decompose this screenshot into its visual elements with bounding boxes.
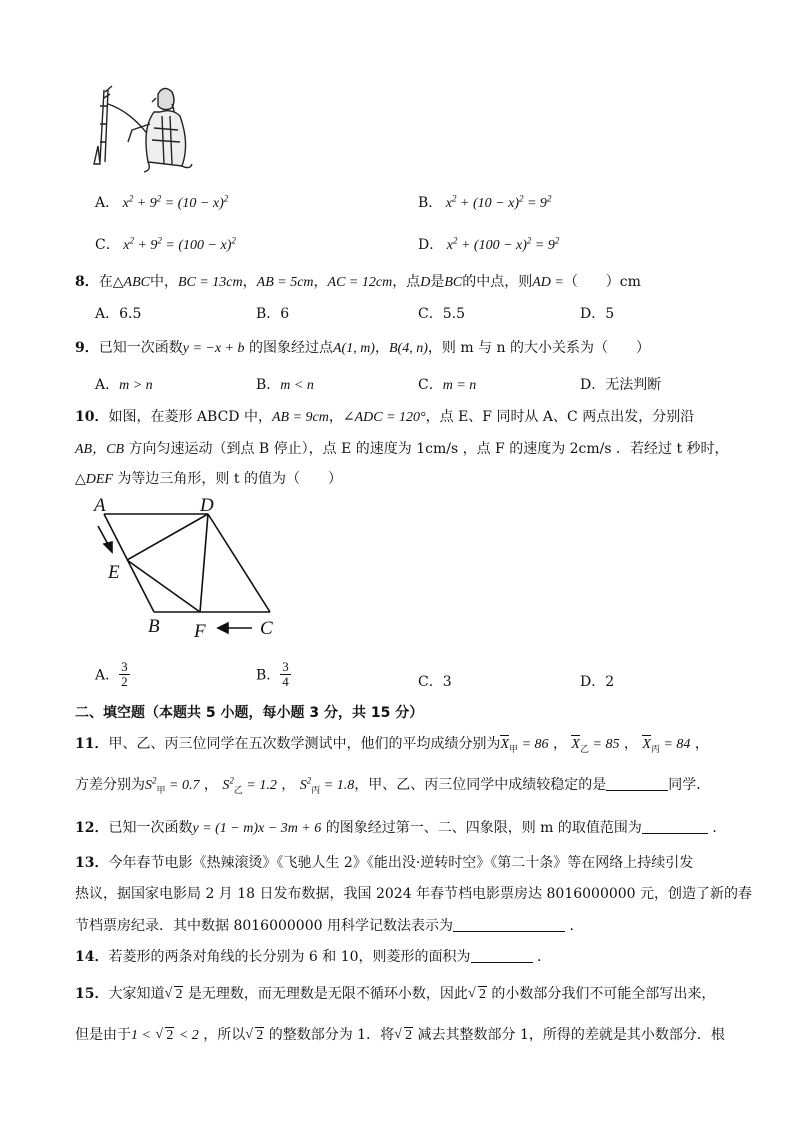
label-a: A bbox=[94, 495, 106, 516]
q13-line2: 热议，据国家电影局 2 月 18 日发布数据，我国 2024 年春节档电影票房达 8016000000 元，创造了新的春 bbox=[75, 886, 753, 902]
q12-stem: 12．已知一次函数y = (1 − m)x − 3m + 6 的图象经过第一、二、四象限，则 m 的取值范围为 ． bbox=[75, 820, 727, 836]
q8-stem: 8．在△ABC中，BC = 13cm，AB = 5cm，AC = 12cm，点D是BC的中点，则AD =（ ）cm bbox=[75, 274, 641, 290]
q13-line3: 节档票房纪录．其中数据 8016000000 用科学记数法表示为 ． bbox=[75, 918, 584, 934]
q10-option-d[interactable]: D．2 bbox=[580, 674, 615, 690]
q9-option-a[interactable]: A．m > n bbox=[95, 377, 153, 393]
fraction-3-4: $\frac{3}{4}$ bbox=[282, 659, 289, 689]
q8-option-c[interactable]: C．5.5 bbox=[418, 306, 465, 322]
q10-option-a[interactable]: A． $\frac{3}{2}$ bbox=[95, 659, 128, 689]
sqrt-2: √ 2 bbox=[394, 1028, 413, 1044]
label-b: B bbox=[148, 616, 160, 637]
q8-option-b[interactable]: B．6 bbox=[256, 306, 290, 322]
label-e: E bbox=[108, 562, 120, 583]
q13-line1: 13．今年春节电影《热辣滚烫》《飞驰人生 2》《能出没·逆转时空》《第二十条》等在网络上持续引发 bbox=[75, 855, 694, 871]
q14-stem: 14．若菱形的两条对角线的长分别为 6 和 10，则菱形的面积为 ． bbox=[75, 949, 552, 965]
q7-option-d[interactable]: D． $x^2 + (100 - x)^2 = 9^2$ bbox=[418, 235, 560, 253]
sqrt-2: √ 2 bbox=[245, 1028, 264, 1044]
q7-option-b-formula: $x^2 + (10 - x)^2 = 9^2$ bbox=[442, 193, 552, 211]
fraction-3-2: $\frac{3}{2}$ bbox=[121, 659, 128, 689]
q7-option-a[interactable]: A． $x^2 + 9^2 = (10 - x)^2$ bbox=[95, 193, 229, 211]
q14-answer-blank[interactable] bbox=[471, 948, 533, 963]
sqrt-2: √ 2 bbox=[164, 987, 183, 1003]
q11-line2: 方差分别为$S^2_甲 = 0.7$ ， $S^2_乙 = 1.2$ ， $S^2_丙 = 1.8$，甲、乙、丙三位同学中成绩较稳定的是 同学． bbox=[75, 775, 711, 795]
q10-stem-line3: △DEF 为等边三角形，则 t 的值为（ ） bbox=[75, 471, 342, 487]
q7-option-c-formula: $x^2 + 9^2 = (100 - x)^2$ bbox=[119, 235, 236, 253]
q15-line1: 15．大家知道√ 2 是无理数，而无理数是无限不循环小数，因此√ 2 的小数部分我们不可能全部写出来， bbox=[75, 983, 715, 1003]
sqrt-2: √ 2 bbox=[468, 987, 487, 1003]
q13-answer-blank[interactable] bbox=[453, 917, 565, 932]
fisherman-illustration bbox=[92, 84, 202, 176]
q7-option-a-formula: $x^2 + 9^2 = (10 - x)^2$ bbox=[119, 193, 229, 211]
q9-option-d[interactable]: D．无法判断 bbox=[580, 377, 662, 393]
label-f: F bbox=[194, 621, 206, 642]
q10-option-b[interactable]: B． $\frac{3}{4}$ bbox=[256, 659, 289, 689]
q15-line2: 但是由于1 < √ 2 < 2 ，所以√ 2 的整数部分为 1．将√ 2 减去其整数部分 1，所得的差就是其小数部分．根 bbox=[75, 1024, 725, 1044]
q7-option-b[interactable]: B． $x^2 + (10 - x)^2 = 9^2$ bbox=[418, 193, 552, 211]
q10-option-c[interactable]: C．3 bbox=[418, 674, 452, 690]
label-d: D bbox=[200, 495, 214, 516]
section-heading-fill-in: 二、填空题（本题共 5 小题，每小题 3 分，共 15 分） bbox=[75, 705, 424, 721]
q8-option-a[interactable]: A．6.5 bbox=[95, 306, 142, 322]
rhombus-lines bbox=[104, 514, 270, 612]
rhombus-figure bbox=[90, 492, 290, 642]
q8-option-d[interactable]: D．5 bbox=[580, 306, 615, 322]
q10-stem-line1: 10．如图，在菱形 ABCD 中，AB = 9cm，∠ADC = 120°，点 E、F 同时从 A、C 两点出发，分别沿 bbox=[75, 409, 695, 425]
q9-option-b[interactable]: B．m < n bbox=[256, 377, 314, 393]
q12-answer-blank[interactable] bbox=[642, 819, 708, 834]
q10-stem-line2: AB，CB 方向匀速运动（到点 B 停止），点 E 的速度为 1cm/s ，点 F 的速度为 2cm/s ．若经过 t 秒时， bbox=[75, 441, 729, 457]
label-c: C bbox=[260, 618, 273, 639]
q11-line1: 11．甲、乙、丙三位同学在五次数学测试中，他们的平均成绩分别为$X_甲 = 86$ ， $X_乙 = 85$ ， $X_丙 = 84$ ， bbox=[75, 736, 709, 754]
q9-option-c[interactable]: C．m = n bbox=[418, 377, 477, 393]
q11-answer-blank[interactable] bbox=[606, 776, 668, 791]
q7-option-d-formula: $x^2 + (100 - x)^2 = 9^2$ bbox=[443, 235, 560, 253]
q9-stem: 9．已知一次函数y = −x + b 的图象经过点A(1, m)，B(4, n)，则 m 与 n 的大小关系为（ ） bbox=[75, 340, 650, 356]
q7-option-c[interactable]: C． $x^2 + 9^2 = (100 - x)^2$ bbox=[95, 235, 236, 253]
sqrt-2: √ 2 bbox=[155, 1028, 174, 1044]
